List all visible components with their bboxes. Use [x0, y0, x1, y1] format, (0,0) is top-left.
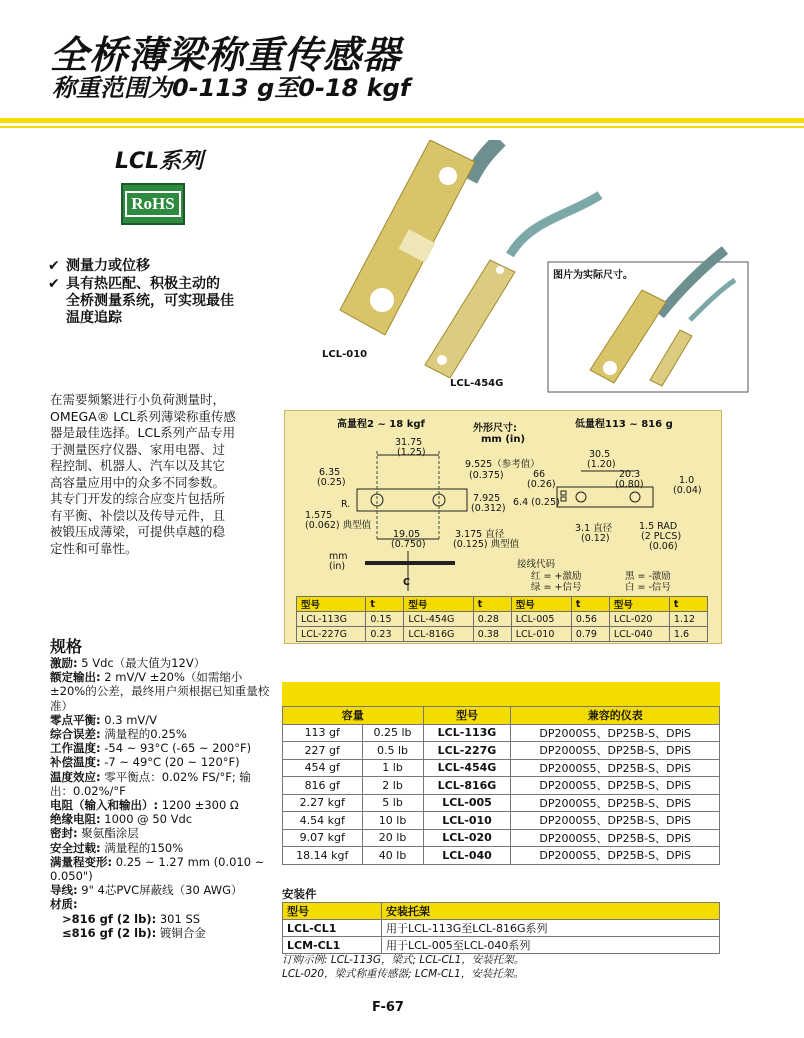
product-photos — [330, 140, 750, 400]
table-row: LCL-113G 0.15 LCL-454G 0.28 LCL-005 0.56 LCL-020 1.12 — [297, 612, 708, 627]
spec-item: 满量程变形: 0.25 ~ 1.27 mm (0.010 ~ 0.050") — [50, 854, 265, 884]
wiring-title: 接线代码 — [517, 559, 556, 570]
page-title: 全桥薄梁称重传感器 — [50, 33, 402, 77]
spec-item: 补偿温度: -7 ~ 49°C (20 ~ 120°F) — [50, 755, 240, 770]
rohs-label: RoHS — [125, 191, 180, 217]
page-number: F-67 — [372, 1000, 404, 1015]
dims-unit: mm (in) — [481, 434, 526, 445]
label-lcl-454g: LCL-454G — [450, 378, 504, 389]
spec-item: 材质: — [50, 897, 78, 912]
rohs-badge — [121, 183, 185, 225]
spec-item: 额定输出: 2 mV/V ±20%（如需缩小±20%的公差，最终用户须根据已知重量校准） — [50, 670, 270, 713]
table-row: 816 gf 2 lb LCL-816G DP2000S5、DP25B-S、DPiS — [283, 777, 720, 795]
table-row: 454 gf 1 lb LCL-454G DP2000S5、DP25B-S、DPiS — [283, 759, 720, 777]
table-row: 18.14 kgf 40 lb LCL-040 DP2000S5、DP25B-S、DPiS — [283, 847, 720, 865]
spec-item: 激励: 5 Vdc（最大值为12V） — [50, 656, 206, 670]
accessories-table — [282, 902, 720, 954]
spec-item: 绝缘电阻: 1000 @ 50 Vdc — [50, 812, 193, 827]
specs-heading: 规格 — [50, 637, 83, 656]
intro-paragraph: 在需要频繁进行小负荷测量时， OMEGA® LCL系列薄梁称重传感 器是最佳选择。LCL系列产品专用 于测量医疗仪器、家用电器、过 程控制、机器人、汽车以及其它 高容量应用中的众多不同参数。 其专门开发的综合应变片包括所 有平衡、补偿以及传导元件，且 被锻压成薄梁，可提供卓越的稳 定性和可靠性。 — [50, 392, 236, 556]
table-row: 9.07 kgf 20 lb LCL-020 DP2000S5、DP25B-S、DPiS — [283, 829, 720, 847]
spec-item: 密封: 聚氨酯涂层 — [50, 826, 139, 841]
spec-item: 安全过载: 满量程的150% — [50, 840, 184, 855]
accessories-heading: 安装件 — [282, 887, 317, 901]
table-row: LCL-CL1 用于LCL-113G至LCL-816G系列 — [283, 920, 720, 937]
feature-1: ✔ 测量力或位移 — [48, 258, 150, 274]
spec-item: 零点平衡: 0.3 mV/V — [50, 712, 158, 727]
table-header-row: 容量 型号 兼容的仪表 — [283, 707, 720, 725]
page-subtitle: 称重范围为0-113 g至0-18 kgf — [52, 74, 411, 102]
low-range-label: 低量程113 ~ 816 g — [575, 419, 673, 430]
dimension-diagram: 高量程2 ~ 18 kgf 外形尺寸: mm (in) 低量程113 ~ 816 g 31.75 (1.25) 9.525（参考值） (0.375) 6.35 (0.25) 7.925 (0.312) R. 1.575 (0.062) 典型值 19.05 (0.750) 3.175 直径 (0.125) 典型值 30.5 (1.20) 66 (0.26) 20.3 (0.80) 1.0 (0.04) 6.4 (0.25) 3.1 直径 (0.12) 1.5 RAD (2 PLCS) (0.06) mm (in) C 接线代码 红 = +激励 绿 = +信号 黑 = -激励 白 = -信号 — [284, 410, 722, 644]
label-lcl-010: LCL-010 — [322, 349, 368, 360]
spec-item: 温度效应: 零平衡点：0.02% FS/°F; 输出：0.02%/°F — [50, 769, 251, 798]
table-row: 4.54 kgf 10 lb LCL-010 DP2000S5、DP25B-S、DPiS — [283, 812, 720, 830]
table-row: 227 gf 0.5 lb LCL-227G DP2000S5、DP25B-S、DPiS — [283, 742, 720, 760]
feature-2: ✔ 具有热匹配、积极主动的 — [48, 276, 220, 292]
header-rule — [0, 118, 804, 123]
dims-title: 外形尺寸: — [473, 423, 517, 434]
spec-item: 综合误差: 满量程的0.25% — [50, 727, 187, 742]
table-row: 2.27 kgf 5 lb LCL-005 DP2000S5、DP25B-S、DPiS — [283, 794, 720, 812]
check-icon: ✔ — [48, 276, 60, 292]
header-rule-thin — [0, 126, 804, 128]
capacity-table — [282, 706, 720, 865]
spec-item: 导线: 9" 4芯PVC屏蔽线（30 AWG） — [50, 883, 243, 898]
spec-material-1: >816 gf (2 lb): 301 SS — [62, 911, 201, 926]
spec-item: 工作温度: -54 ~ 93°C (-65 ~ 200°F) — [50, 741, 252, 756]
thickness-table — [296, 596, 708, 642]
table-row: LCM-CL1 用于LCL-005至LCL-040系列 — [283, 937, 720, 954]
feature-2-cont: 全桥测量系统，可实现最佳 — [66, 293, 234, 309]
series-name: LCL系列 — [115, 149, 204, 174]
spec-material-2: ≤816 gf (2 lb): 镀铜合金 — [62, 925, 206, 940]
ordering-band — [282, 682, 720, 706]
actual-size-note: 图片为实际尺寸。 — [553, 266, 633, 281]
specs-list — [50, 656, 272, 940]
centerline-label: C — [403, 577, 410, 588]
table-row: LCL-227G 0.23 LCL-816G 0.38 LCL-010 0.79 LCL-040 1.6 — [297, 627, 708, 642]
table-row: 113 gf 0.25 lb LCL-113G DP2000S5、DP25B-S、DPiS — [283, 724, 720, 742]
table-header-row: 型号 t 型号 t 型号 t 型号 t — [297, 597, 708, 612]
spec-item: 电阻（输入和输出）: 1200 ±300 Ω — [50, 798, 239, 813]
feature-2-cont2: 温度追踪 — [66, 310, 122, 326]
check-icon: ✔ — [48, 258, 60, 274]
table-header-row: 型号 安装托架 — [283, 903, 720, 920]
order-example: 订购示例: LCL-113G，梁式; LCL-CL1，安装托架。 LCL-020，梁式称重传感器; LCM-CL1，安装托架。 — [282, 954, 525, 980]
high-range-label: 高量程2 ~ 18 kgf — [337, 419, 425, 430]
